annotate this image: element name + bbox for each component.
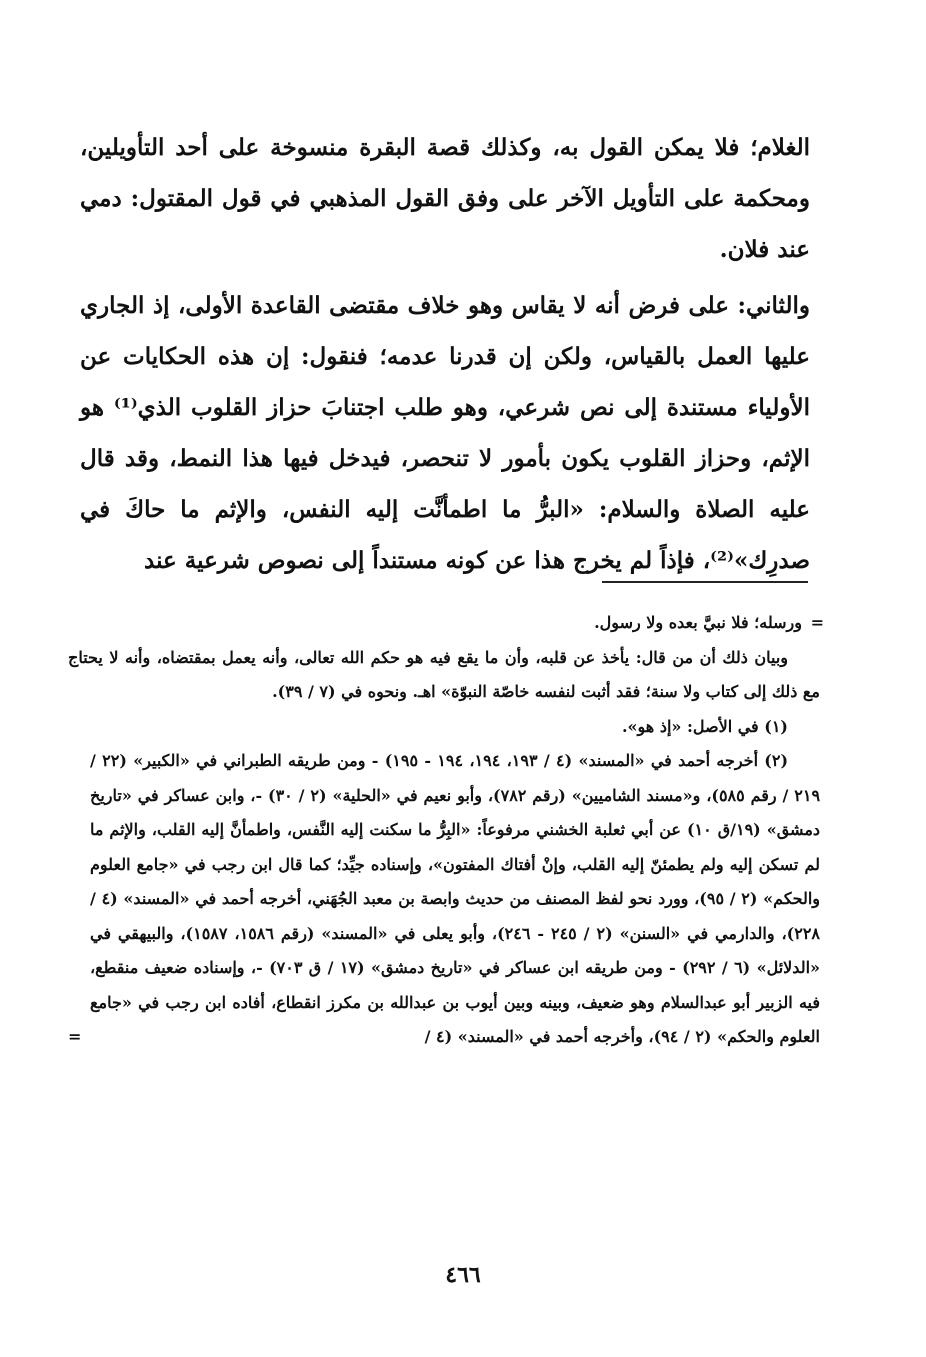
- footnotes: [68, 606, 824, 1055]
- footnote-1: (١) في الأصل: «إذ هو».: [621, 716, 788, 736]
- footnote-divider: [602, 581, 808, 583]
- continuation-mark-end: =: [68, 1027, 82, 1046]
- paragraph-1-text: الغلام؛ فلا يمكن القول به، وكذلك قصة البقرة منسوخة على أحد التأويلين، ومحكمة على التأويل الآخر على وفق القول المذهبي في قول المقتول: دمي عند فلان.: [80, 134, 810, 263]
- paragraph-1: [80, 122, 810, 275]
- footnote-2: [68, 744, 820, 1055]
- continuation-mark-start: =: [810, 613, 824, 632]
- paragraph-2: [80, 280, 810, 586]
- footnote-carryover-text: ورسله؛ فلا نبيَّ بعده ولا رسول.: [594, 613, 802, 632]
- paragraph-2-text: : على فرض أنه لا يقاس وهو خلاف مقتضى القاعدة الأولى، إذ الجاري عليها العمل بالقياس، ولكن إن قدرنا عدمه؛ فنقول: إن هذه الحكايات عن الأولياء مستندة إلى نص شرعي، وهو طلب اجتنابَ حزاز القلوب الذي⁽¹⁾ هو الإثم، وحزاز القلوب يكون بأمور لا تنحصر، فيدخل فيها هذا النمط، وقد قال عليه الصلاة والسلام: «البرُّ ما اطمأنَّت إليه النفس، والإثم ما حاكَ في صدرِك»⁽²⁾، فإذاً لم يخرج هذا عن كونه مستنداً إلى نصوص شرعية عند: [80, 292, 810, 574]
- footnote-carryover-2: وبيان ذلك أن من قال: يأخذ عن قلبه، وأن ما يقع فيه هو حكم الله تعالى، وأنه يعمل بمقتضاه، وأنه لا يحتاج مع ذلك إلى كتاب ولا سنة؛ فقد أثبت لنفسه خاصّة النبوّة» اهـ. ونحوه في (٧ / ٣٩).: [68, 647, 820, 701]
- page-number: ٤٦٦: [445, 1262, 481, 1288]
- footnote-carryover: [68, 606, 824, 641]
- paragraph-2-lead: والثاني: [745, 292, 810, 319]
- main-text: [80, 122, 810, 586]
- footnote-2-text: (٢) أخرجه أحمد في «المسند» (٤ / ١٩٣، ١٩٤، ١٩٤ - ١٩٥) - ومن طريقه الطبراني في «الكبير» (٢٢ / ٢١٩ / رقم ٥٨٥)، و«مسند الشاميين» (رقم ٧٨٢)، وأبو نعيم في «الحلية» (٢ / ٣٠) -، وابن عساكر في «تاريخ دمشق» (١٩/ق ١٠) عن أبي ثعلبة الخشني مرفوعاً: «البِرُّ ما سكنت إليه النَّفس، واطمأنَّ إليه القلب، والإثم ما لم تسكن إليه ولم يطمئنّ إليه القلب، وإنْ أفتاك المفتون»، وإسناده جيِّد؛ كما قال ابن رجب في «جامع العلوم والحكم» (٢ / ٩٥)، وورد نحو لفظ المصنف من حديث وابصة بن معبد الجُهَني، أخرجه أحمد في «المسند» (٤ / ٢٢٨)، والدارمي في «السنن» (٢ / ٢٤٥ - ٢٤٦)، وأبو يعلى في «المسند» (رقم ١٥٨٦، ١٥٨٧)، والبيهقي في «الدلائل» (٦ / ٢٩٢) - ومن طريقه ابن عساكر في «تاريخ دمشق» (١٧ / ق ٧٠٣) -، وإسناده ضعيف منقطع، فيه الزبير أبو عبدالسلام وهو ضعيف، وبينه وبين أيوب بن عبدالله بن مكرز انقطاع، أفاده ابن رجب في «جامع العلوم والحكم» (٢ / ٩٤)، وأخرجه أحمد في «المسند» (٤ /: [90, 751, 821, 1046]
